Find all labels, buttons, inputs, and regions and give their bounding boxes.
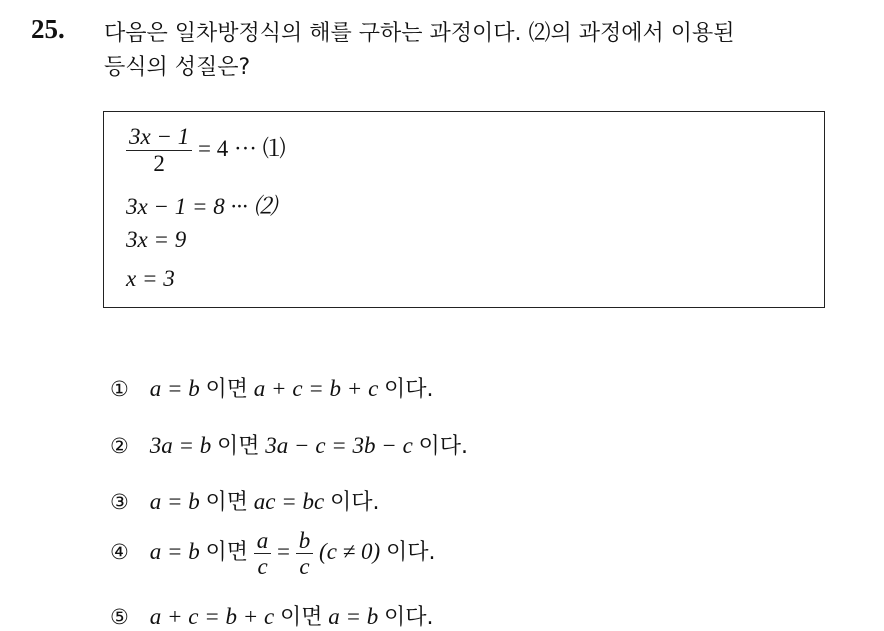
choice-5[interactable] [110, 600, 434, 631]
choice-ending: 이다. [384, 377, 434, 402]
choice-result: a + c = b + c [253, 376, 379, 401]
fraction [254, 528, 272, 579]
choice-condition-extra: (c ≠ 0) [319, 538, 381, 564]
equation-step-1 [126, 124, 286, 177]
choice-ending: 이다. [385, 539, 436, 565]
choice-4[interactable] [110, 528, 435, 579]
equation-step-1-rhs: = 4 ··· ⑴ [197, 135, 286, 161]
choice-condition: 3a = b [149, 433, 212, 458]
solution-process-box [103, 111, 825, 308]
equation-step-3: 3x = 9 [126, 227, 187, 252]
question-stem-line-1: 다음은 일차방정식의 해를 구하는 과정이다. ⑵의 과정에서 이용된 [104, 21, 735, 46]
choice-result: a = b [328, 604, 379, 629]
equation-step-2: 3x − 1 = 8 ··· ⑵ [126, 194, 277, 219]
choice-marker: ② [110, 434, 129, 458]
choice-keyword: 이면 [279, 605, 323, 630]
choice-ending: 이다. [384, 605, 434, 630]
choice-marker: ① [110, 377, 129, 401]
fraction-numerator: 3x − 1 [126, 124, 192, 151]
fraction-denominator: 2 [153, 151, 165, 176]
equals-sign: = [277, 538, 291, 564]
question-stem-line-2: 등식의 성질은? [104, 55, 251, 80]
fraction-denominator: c [299, 554, 310, 579]
choice-ending: 이다. [418, 434, 469, 459]
choice-marker: ③ [110, 490, 129, 514]
fraction [126, 124, 192, 177]
choice-condition: a = b [149, 376, 200, 401]
choice-2[interactable] [110, 429, 468, 460]
choice-keyword: 이면 [205, 490, 249, 515]
fraction-numerator: a [254, 528, 272, 554]
question-number: 25. [31, 14, 65, 44]
equation-step-4: x = 3 [126, 266, 175, 291]
choice-result: ac = bc [253, 489, 325, 514]
choice-keyword: 이면 [205, 377, 249, 402]
choice-ending: 이다. [329, 490, 380, 515]
choice-marker: ⑤ [110, 605, 129, 629]
choice-1[interactable] [110, 372, 434, 403]
fraction [296, 528, 314, 579]
choice-keyword: 이면 [205, 539, 249, 565]
choice-condition: a = b [149, 489, 200, 514]
fraction-denominator: c [257, 554, 268, 579]
choice-condition: a = b [149, 538, 200, 564]
choice-marker: ④ [110, 539, 129, 564]
choice-condition: a + c = b + c [149, 604, 275, 629]
choice-3[interactable] [110, 485, 379, 516]
choice-keyword: 이면 [217, 434, 260, 459]
fraction-numerator: b [296, 528, 314, 554]
choice-result: 3a − c = 3b − c [265, 433, 413, 458]
question-stem [104, 17, 874, 85]
